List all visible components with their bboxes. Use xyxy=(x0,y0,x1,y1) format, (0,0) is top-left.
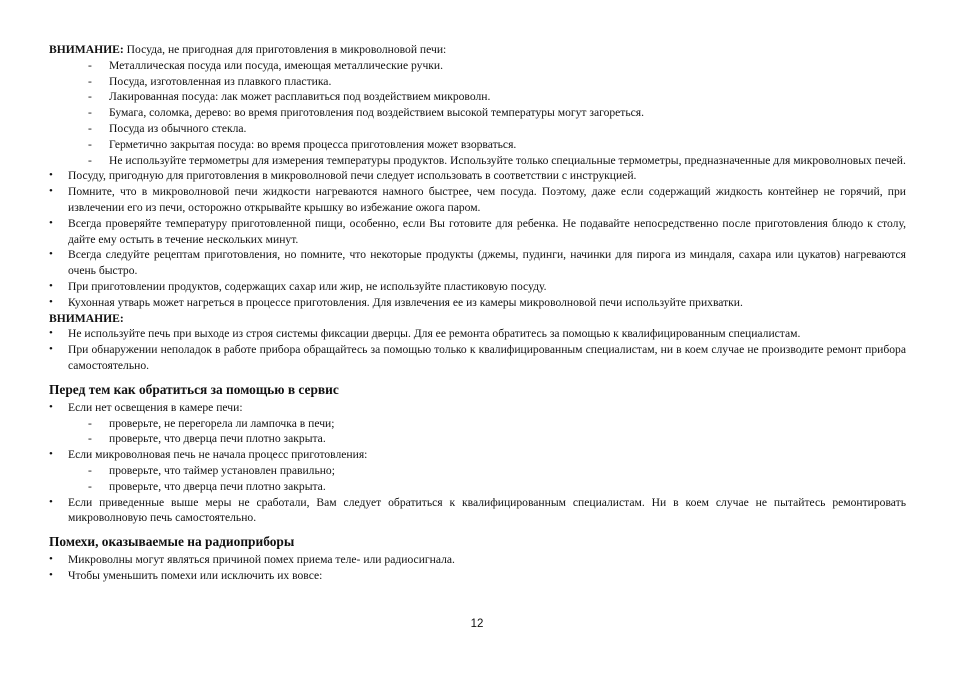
dash-item xyxy=(49,89,906,105)
dash-marker: - xyxy=(88,106,92,120)
dash-item-text: Металлическая посуда или посуда, имеющая металлические ручки. xyxy=(109,58,444,72)
bullet-marker: • xyxy=(49,185,53,198)
bullet-marker: • xyxy=(49,400,53,413)
bullet-item-text: Микроволны могут являться причиной помех приема теле- или радиосигнала. xyxy=(68,553,455,567)
dash-item-text: проверьте, не перегорела ли лампочка в печи; xyxy=(109,416,335,430)
bullet-item-text: Чтобы уменьшить помехи или исключить их вовсе: xyxy=(68,568,323,582)
dash-item xyxy=(49,479,906,495)
dash-item-text: Посуда, изготовленная из плавкого пластика. xyxy=(109,74,332,88)
dash-item xyxy=(49,416,906,432)
dash-item xyxy=(49,121,906,137)
dash-item-text: проверьте, что дверца печи плотно закрыта. xyxy=(109,479,326,493)
warning-text: Посуда, не пригодная для приготовления в микроволновой печи: xyxy=(123,43,447,56)
dash-marker: - xyxy=(88,479,92,493)
bullet-item-text: Если приведенные выше меры не сработали, Вам следует обратиться к квалифицированным специалистам. Ни в коем случае не пытайтесь ремонтировать микроволновую печь самостоятельно. xyxy=(68,495,906,525)
bullet-item xyxy=(49,216,906,248)
bullet-marker: • xyxy=(49,343,53,356)
bullet-marker: • xyxy=(49,448,53,461)
bullet-marker: • xyxy=(49,279,53,292)
dash-marker: - xyxy=(88,416,92,430)
section-heading-radio-interference: Помехи, оказываемые на радиоприборы xyxy=(49,534,295,550)
bullet-item xyxy=(49,447,906,463)
bullet-item-text: Всегда проверяйте температуру приготовленной пищи, особенно, если Вы готовите для ребенка. Не подавайте непосредственно после приготовления блюдо к столу, дайте ему остыть в течение нескольких минут. xyxy=(68,216,906,246)
page-number: 12 xyxy=(470,618,484,630)
dash-item-text: проверьте, что дверца печи плотно закрыта. xyxy=(109,432,326,446)
bullet-item xyxy=(49,552,906,568)
dash-marker: - xyxy=(88,90,92,104)
warning-label: ВНИМАНИЕ: xyxy=(49,311,124,325)
bullet-marker: • xyxy=(49,568,53,581)
bullet-marker: • xyxy=(49,495,53,508)
bullet-marker: • xyxy=(49,553,53,566)
bullet-marker: • xyxy=(49,295,53,308)
bullet-marker: • xyxy=(49,327,53,340)
bullet-item-text: Кухонная утварь может нагреться в процессе приготовления. Для извлечения ее из камеры микроволновой печи используйте прихватки. xyxy=(68,295,743,309)
bullet-item-text: При приготовлении продуктов, содержащих сахар или жир, не используйте пластиковую посуду. xyxy=(68,279,547,293)
dash-item xyxy=(49,463,906,479)
bullet-item xyxy=(49,495,906,527)
dash-item xyxy=(49,137,906,153)
bullet-item-text: Если микроволновая печь не начала процесс приготовления: xyxy=(68,448,368,462)
bullet-item xyxy=(49,342,906,374)
warning-door-heading xyxy=(49,311,906,327)
warning-label: ВНИМАНИЕ: xyxy=(49,43,124,56)
manual-page xyxy=(49,42,906,584)
bullet-item xyxy=(49,400,906,416)
dash-item-text: Герметично закрытая посуда: во время процесса приготовления может взорваться. xyxy=(109,137,517,151)
dash-marker: - xyxy=(88,463,92,477)
section-heading-service: Перед тем как обратиться за помощью в сервис xyxy=(49,381,339,397)
dash-item xyxy=(49,153,906,169)
dash-item xyxy=(49,74,906,90)
dash-item xyxy=(49,58,906,74)
bullet-marker: • xyxy=(49,169,53,182)
bullet-item xyxy=(49,295,906,311)
bullet-item-text: Всегда следуйте рецептам приготовления, но помните, что некоторые продукты (джемы, пудинги, начинки для пирога из миндаля, сахара или цукатов) нагреваются очень быстро. xyxy=(68,248,906,278)
dash-item xyxy=(49,105,906,121)
bullet-item xyxy=(49,279,906,295)
dash-marker: - xyxy=(88,58,92,72)
bullet-item-text: Если нет освещения в камере печи: xyxy=(68,400,243,414)
bullet-item-text: Не используйте печь при выходе из строя системы фиксации дверцы. Для ее ремонта обратитесь за помощью к квалифицированным специалистам. xyxy=(68,327,801,341)
bullet-item xyxy=(49,568,906,584)
bullet-marker: • xyxy=(49,216,53,229)
bullet-item xyxy=(49,184,906,216)
dash-item-text: Посуда из обычного стекла. xyxy=(109,121,247,135)
bullet-item xyxy=(49,247,906,279)
dash-item-text: проверьте, что таймер установлен правильно; xyxy=(109,463,335,477)
dash-marker: - xyxy=(88,74,92,88)
dash-item-text: Не используйте термометры для измерения температуры продуктов. Используйте только специальные термометры, предназначенные для микроволновых печей. xyxy=(109,153,906,167)
dash-marker: - xyxy=(88,121,92,135)
dash-marker: - xyxy=(88,153,92,167)
bullet-item xyxy=(49,326,906,342)
bullet-marker: • xyxy=(49,248,53,261)
bullet-item-text: Посуду, пригодную для приготовления в микроволновой печи следует использовать в соответствии с инструкцией. xyxy=(68,169,637,183)
dash-item-text: Лакированная посуда: лак может расплавиться под воздействием микроволн. xyxy=(109,90,491,104)
dash-marker: - xyxy=(88,432,92,446)
bullet-item-text: Помните, что в микроволновой печи жидкости нагреваются намного быстрее, чем посуда. Поэтому, даже если содержащий жидкость контейнер не горячий, при извлечении его из печи, осторожно открывайте крышку во избежание ожога паром. xyxy=(68,185,906,214)
warning-unsuitable-cookware xyxy=(49,42,906,58)
dash-item-text: Бумага, соломка, дерево: во время приготовления под воздействием высокой температуры могут загореться. xyxy=(109,106,645,120)
bullet-item-text: При обнаружении неполадок в работе прибора обращайтесь за помощью только к квалифицированным специалистам, ни в коем случае не производите ремонт прибора самостоятельно. xyxy=(68,343,906,372)
bullet-item xyxy=(49,168,906,184)
dash-item xyxy=(49,431,906,447)
dash-marker: - xyxy=(88,137,92,151)
